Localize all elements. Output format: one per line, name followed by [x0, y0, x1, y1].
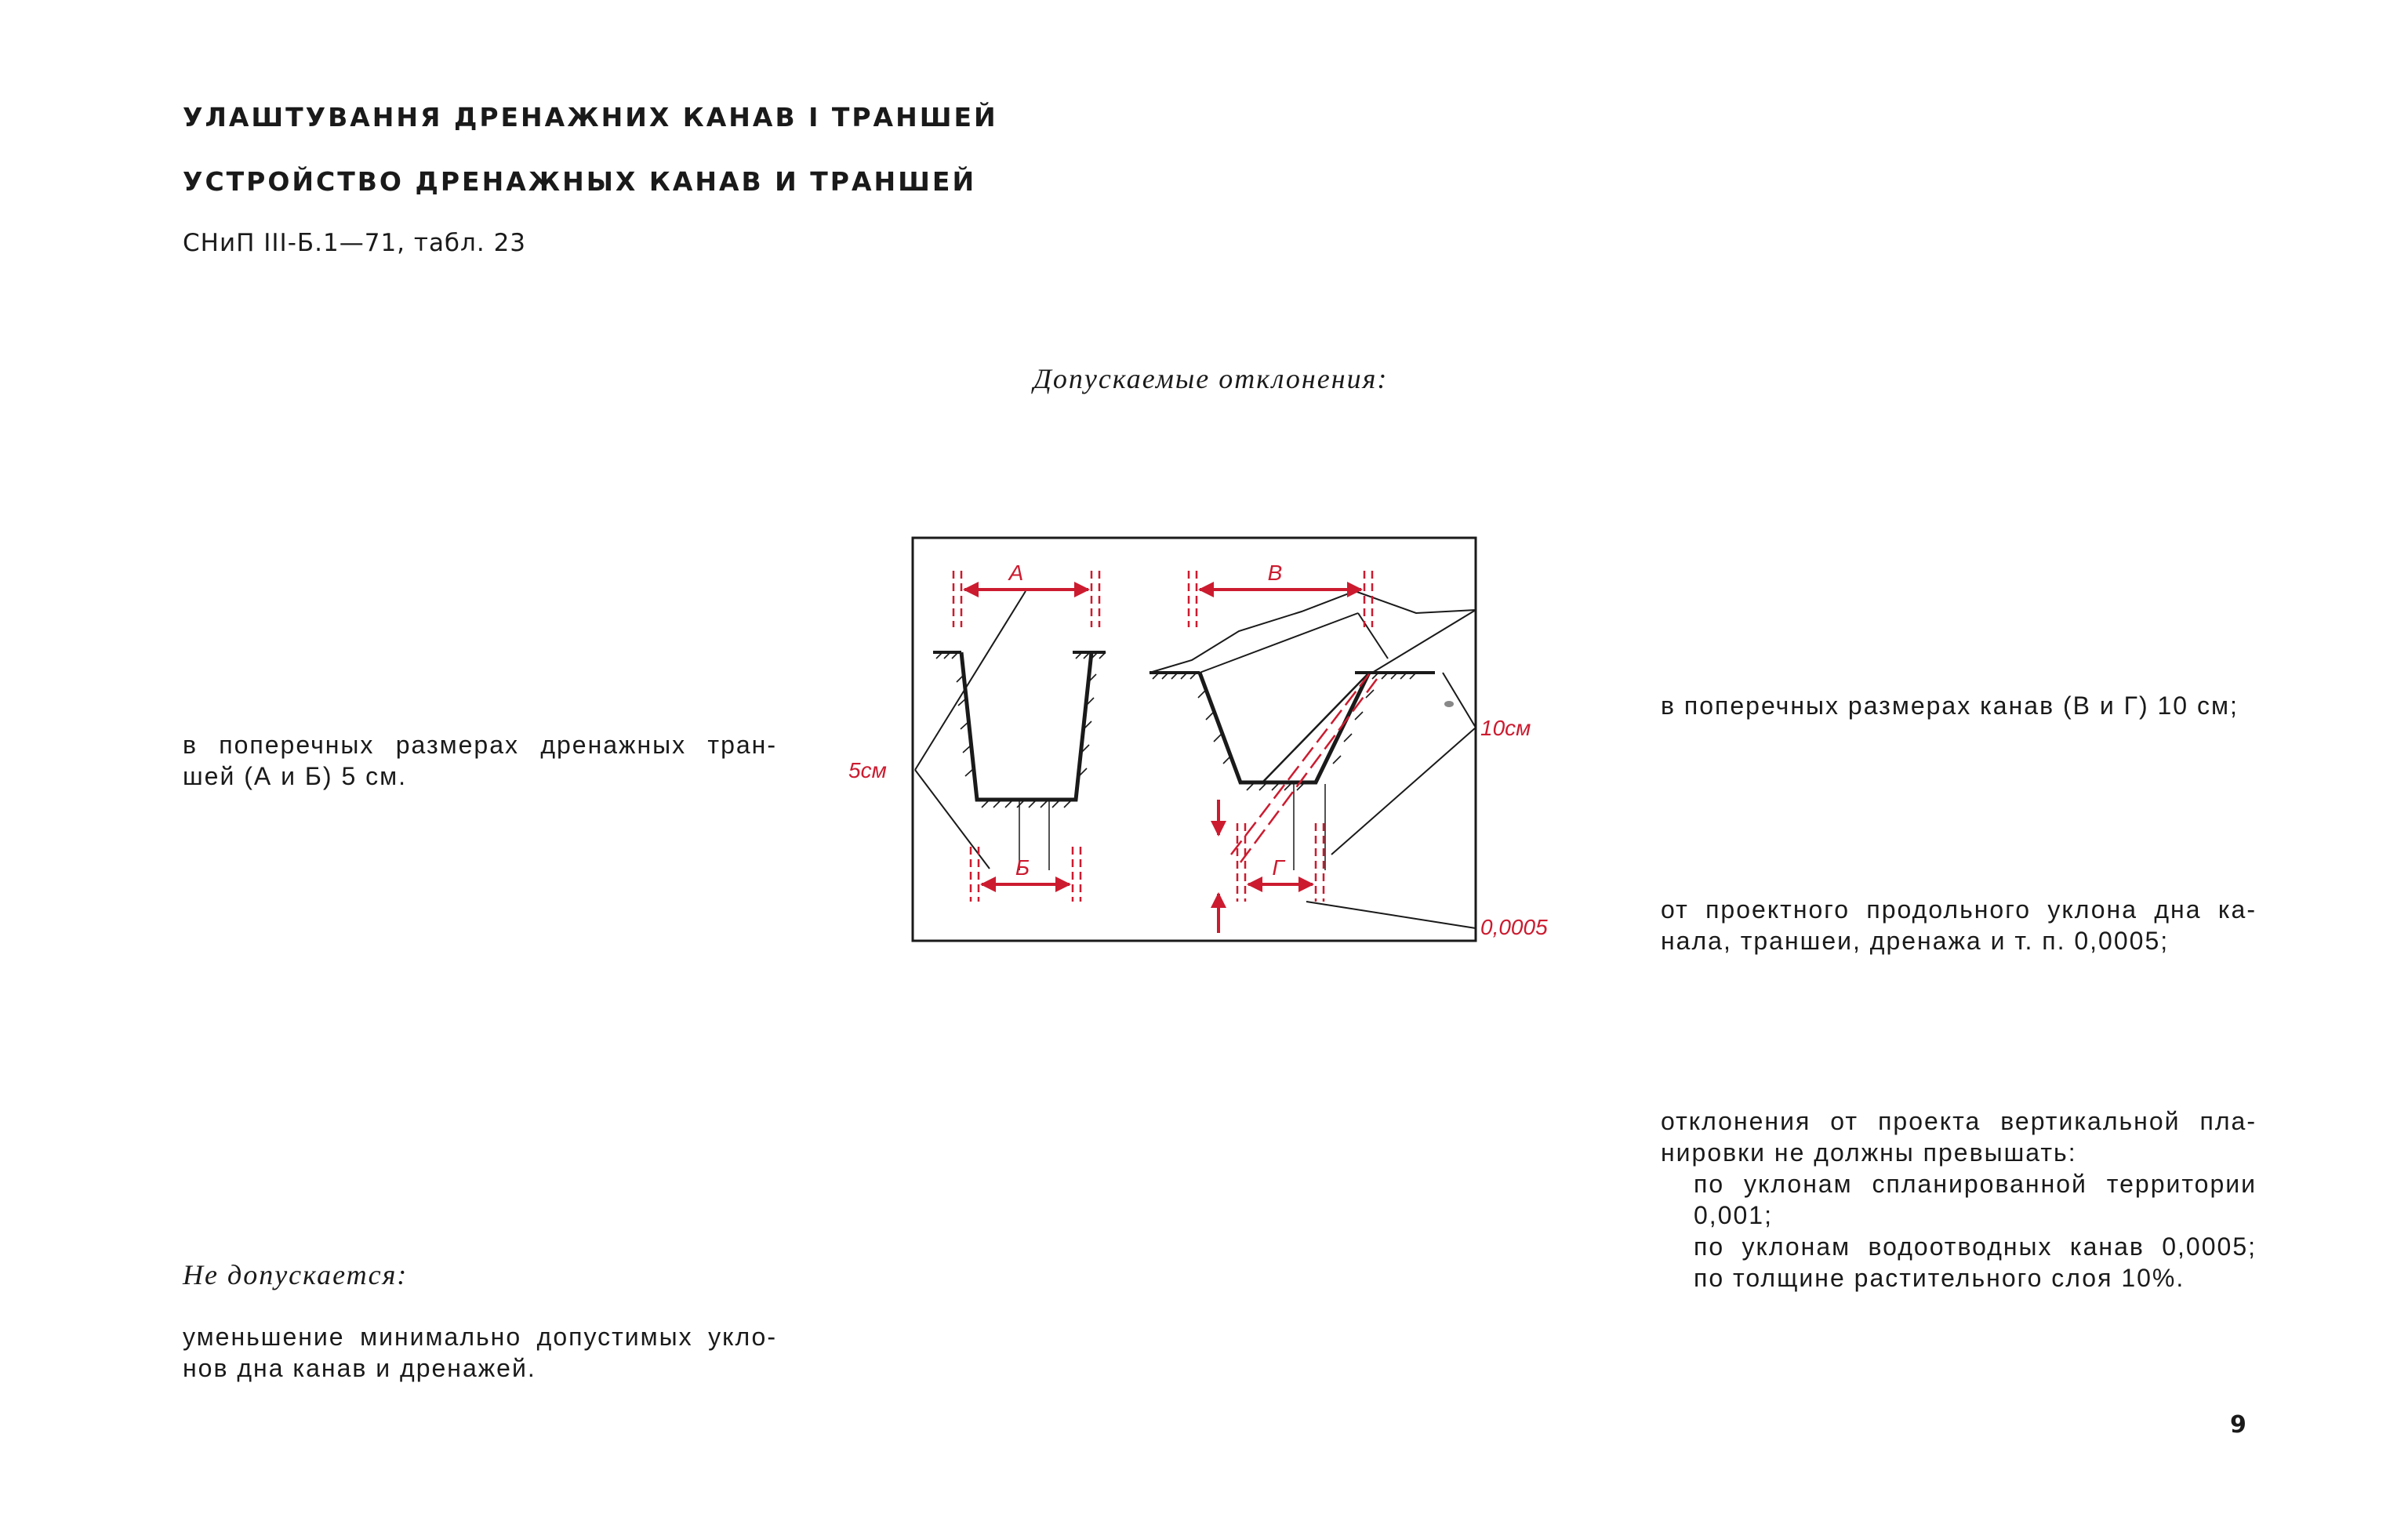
canal-profile	[1150, 591, 1476, 928]
dimension-labels	[848, 561, 1548, 939]
slope-deviation-text	[1661, 894, 2257, 956]
drainage-diagram	[839, 525, 1568, 949]
norm-reference: СНиП III-Б.1—71, табл. 23	[183, 229, 527, 257]
diagram-frame	[913, 538, 1476, 941]
grading-item: по толщине растительного слоя 10%.	[1694, 1264, 2185, 1292]
text-line: нов дна канав и дренажей.	[183, 1354, 536, 1382]
page-number: 9	[2230, 1411, 2246, 1439]
trench-tolerance-text	[183, 729, 777, 792]
callout-slope: 0,0005	[1480, 915, 1548, 939]
text-line: уменьшение минимально допустимых укло-	[183, 1323, 777, 1351]
section-title: Допускаемые отклонения:	[1033, 363, 1389, 394]
label-g: Г	[1272, 855, 1284, 880]
text-line: нала, траншеи, дренажа и т. п. 0,0005;	[1661, 927, 2170, 955]
grading-deviation-text	[1661, 1105, 2257, 1294]
grading-item: 0,001;	[1694, 1201, 1773, 1229]
callout-10cm: 10см	[1480, 716, 1531, 740]
grading-item: по уклонам спланированной территории	[1694, 1170, 2257, 1198]
callout-5cm: 5см	[848, 758, 887, 782]
label-b: Б	[1015, 855, 1030, 880]
label-v: В	[1267, 561, 1283, 585]
dimension-lines	[953, 571, 1099, 902]
text-line: в поперечных размерах дренажных тран-	[183, 731, 777, 759]
text-line: отклонения от проекта вертикальной пла-	[1661, 1107, 2257, 1135]
grading-item: по уклонам водоотводных канав 0,0005;	[1694, 1232, 2257, 1261]
trench-profile	[915, 591, 1106, 870]
title-ukrainian: УЛАШТУВАННЯ ДРЕНАЖНИХ КАНАВ І ТРАНШЕЙ	[183, 102, 998, 132]
title-russian: УСТРОЙСТВО ДРЕНАЖНЫХ КАНАВ И ТРАНШЕЙ	[183, 166, 977, 197]
label-a: А	[1008, 561, 1024, 585]
not-allowed-title: Не допускается:	[183, 1259, 409, 1290]
ditch-tolerance-text	[1661, 690, 2257, 721]
text-line: от проектного продольного уклона дна ка-	[1661, 895, 2257, 924]
text-line: шей (А и Б) 5 см.	[183, 762, 408, 790]
text-line: нировки не должны превышать:	[1661, 1138, 2077, 1167]
text-line: в поперечных размерах канав (В и Г) 10 см;	[1661, 691, 2239, 720]
not-allowed-text	[183, 1321, 777, 1384]
